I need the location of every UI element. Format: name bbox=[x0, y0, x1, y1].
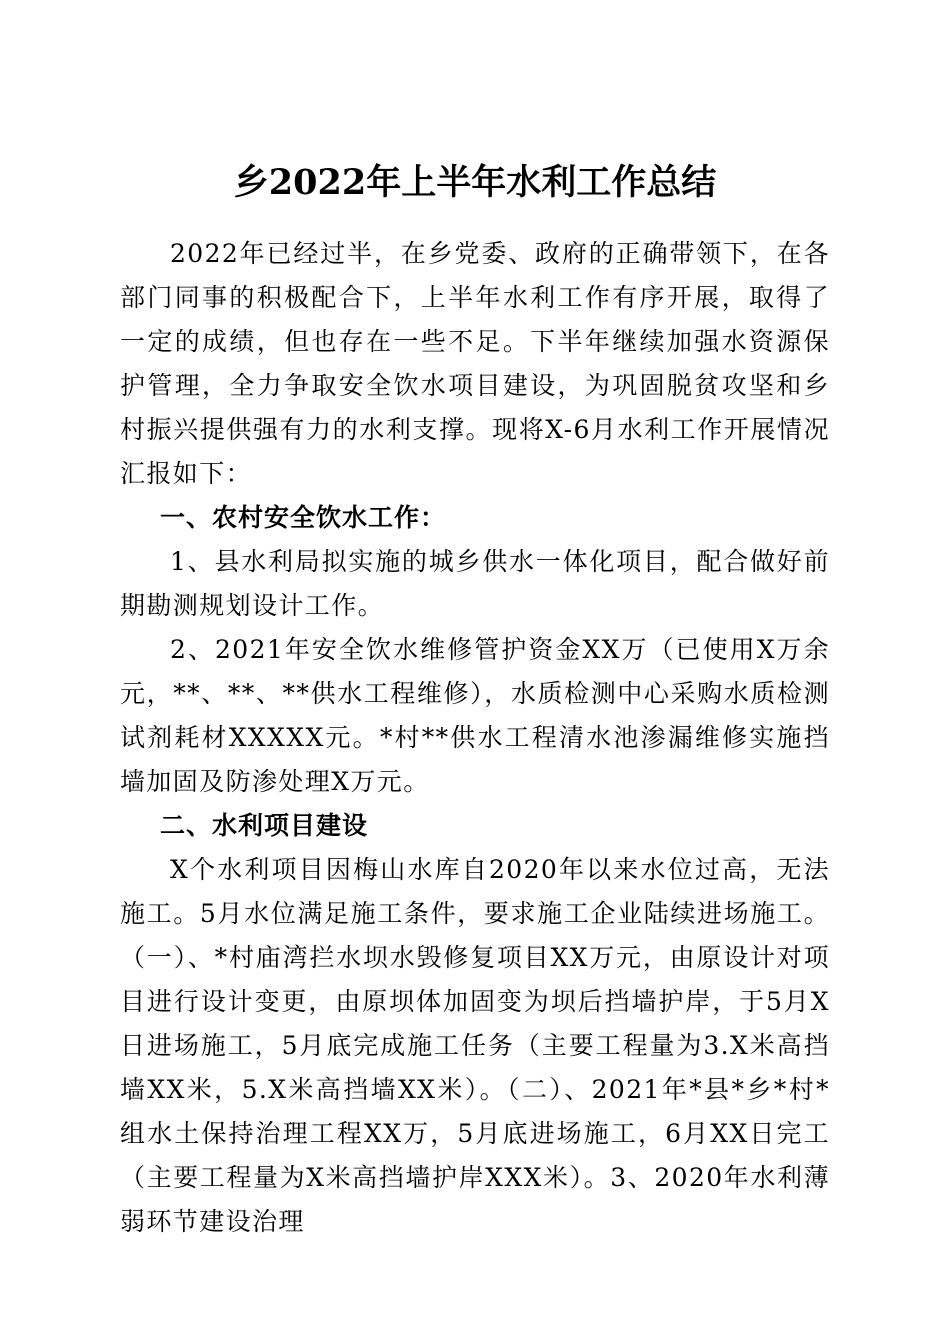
document-body bbox=[120, 232, 830, 1244]
document-title: 乡2022年上半年水利工作总结 bbox=[233, 162, 717, 204]
section-heading-water-projects: 二、水利项目建设 bbox=[160, 811, 369, 840]
section-2-paragraph-1: X个水利项目因梅山水库自2020年以来水位过高，无法施工。5月水位满足施工条件，要求施工企业陆续进场施工。（一）、*村庙湾拦水坝水毁修复项目XX万元，由原设计对项目进行设计变更，由原坝体加固变为坝后挡墙护岸，于5月X日进场施工，5月底完成施工任务（主要工程量为3.X米高挡墙XX米，5.X米高挡墙XX米）。（二）、2021年*县*乡*村*组水土保持治理工程XX万，5月底进场施工，6月XX日完工（主要工程量为X米高挡墙护岸XXX米）。3、2020年水利薄弱环节建设治理 bbox=[120, 855, 830, 1236]
intro-paragraph: 2022年已经过半，在乡党委、政府的正确带领下，在各部门同事的积极配合下，上半年水利工作有序开展，取得了一定的成绩，但也存在一些不足。下半年继续加强水资源保护管理，全力争取安全饮水项目建设，为巩固脱贫攻坚和乡村振兴提供强有力的水利支撑。现将X-6月水利工作开展情况汇报如下： bbox=[120, 239, 830, 488]
section-heading-rural-water: 一、农村安全饮水工作： bbox=[160, 503, 447, 532]
section-1-paragraph-1: 1、县水利局拟实施的城乡供水一体化项目，配合做好前期勘测规划设计工作。 bbox=[120, 547, 830, 620]
section-1-paragraph-2: 2、2021年安全饮水维修管护资金XX万（已使用X万余元，**、**、**供水工程维修），水质检测中心采购水质检测试剂耗材XXXXX元。*村**供水工程清水池渗漏维修实施挡墙加固及防渗处理X万元。 bbox=[120, 635, 830, 796]
